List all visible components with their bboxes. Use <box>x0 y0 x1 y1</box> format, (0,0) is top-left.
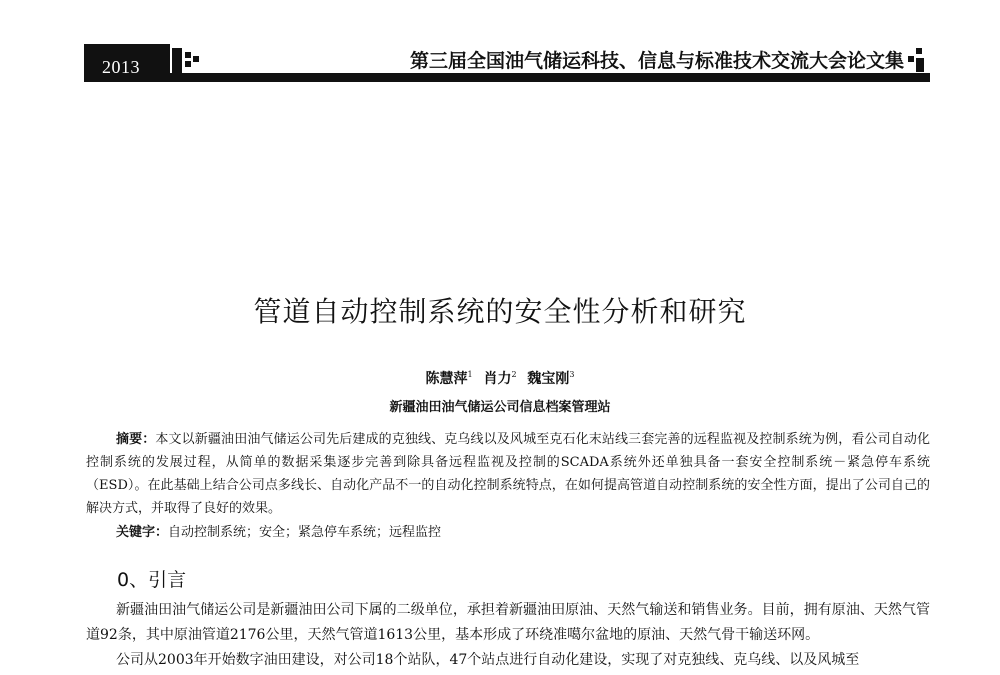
header-ornament-left-icon <box>172 48 200 78</box>
abstract-text: 本文以新疆油田油气储运公司先后建成的克独线、克乌线以及风城至克石化末站线三套完善的远程监视及控制系统为例，看公司自动化控制系统的发展过程，从简单的数据采集逐步完善到除具备远程监视及控制的SCADA系统外还单独具备一套安全控制系统－紧急停车系统（ESD）。在此基础上结合公司点多线长、自动化产品不一的自动化控制系统特点，在如何提高管道自动控制系统的安全性方面，提出了公司自己的解决方式，并取得了良好的效果。 <box>86 432 930 516</box>
author-ref: 1 <box>467 370 473 379</box>
author-ref: 3 <box>569 370 575 379</box>
header-rule <box>84 73 930 82</box>
keywords <box>116 521 441 544</box>
section-heading: 0、引言 <box>117 569 187 591</box>
paper-title: 管道自动控制系统的安全性分析和研究 <box>253 295 747 328</box>
author <box>425 371 472 387</box>
author-name: 肖力 <box>483 371 512 387</box>
proceedings-title: 第三届全国油气储运科技、信息与标准技术交流大会论文集 <box>409 50 904 72</box>
section-body <box>86 598 930 673</box>
author-name: 陈慧萍 <box>425 371 468 387</box>
author-list <box>0 368 1000 388</box>
author-name: 魏宝刚 <box>527 371 570 387</box>
author <box>527 371 574 387</box>
author-ref: 2 <box>511 370 517 379</box>
year-box <box>84 44 170 82</box>
abstract <box>86 428 930 520</box>
header-ornament-right-icon <box>908 48 926 72</box>
author <box>483 371 516 387</box>
abstract-label: 摘要： <box>116 432 156 447</box>
paragraph: 公司从2003年开始数字油田建设，对公司18个站队，47个站点进行自动化建设，实现了对克独线、克乌线、以及风城至 <box>116 652 860 668</box>
keywords-text: 自动控制系统；安全；紧急停车系统；远程监控 <box>168 525 442 540</box>
page-header <box>84 44 930 86</box>
year-label: 2013 <box>102 57 140 77</box>
affiliation: 新疆油田油气储运公司信息档案管理站 <box>389 400 611 415</box>
paragraph: 新疆油田油气储运公司是新疆油田公司下属的二级单位，承担着新疆油田原油、天然气输送和销售业务。目前，拥有原油、天然气管道92条，其中原油管道2176公里，天然气管道1613公里，基本形成了环绕准噶尔盆地的原油、天然气骨干输送环网。 <box>86 602 930 643</box>
keywords-label: 关键字： <box>116 525 169 540</box>
